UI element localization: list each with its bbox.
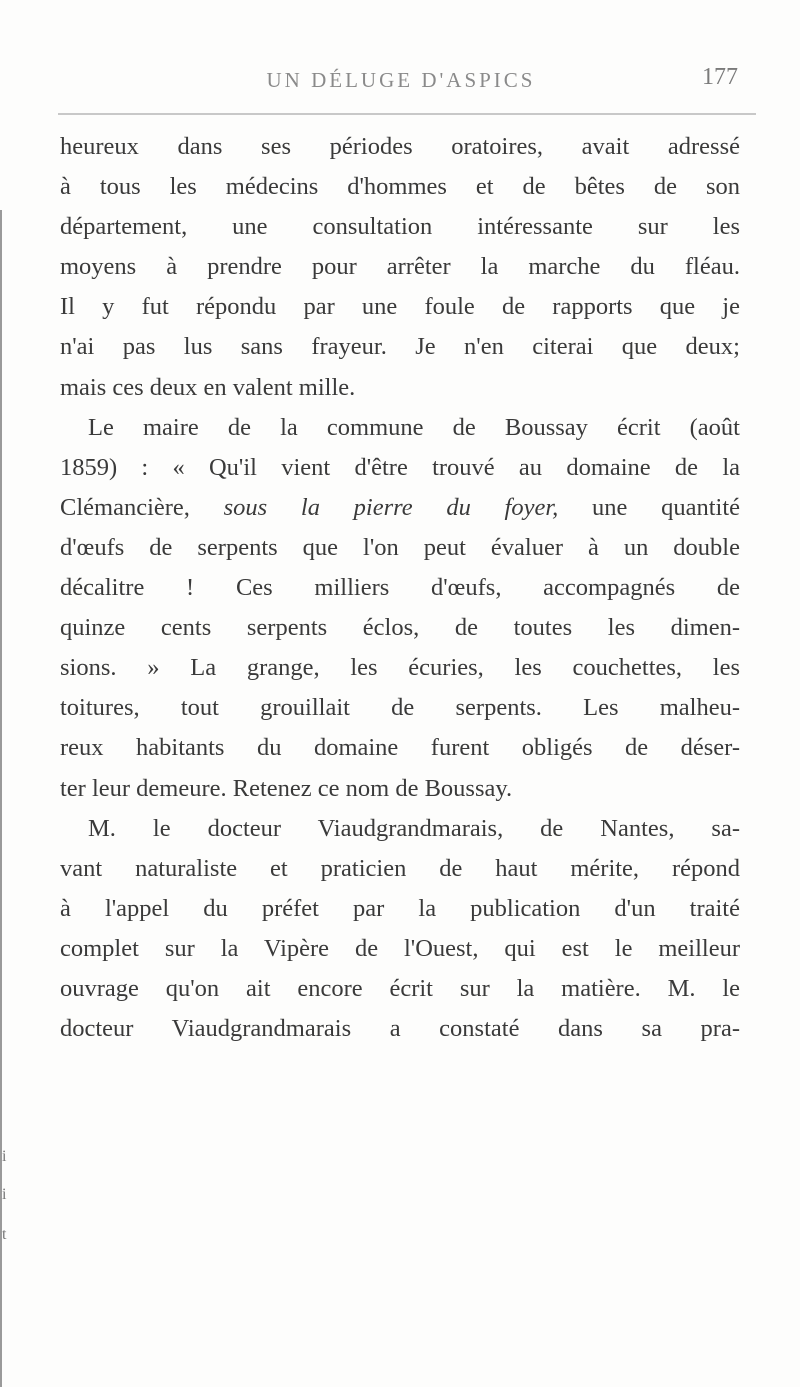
text-line: sions. » La grange, les écuries, les couchettes, les	[60, 654, 740, 682]
text-line: M. le docteur Viaudgrandmarais, de Nantes, sa-	[88, 814, 740, 842]
text-line: quinze cents serpents éclos, de toutes les dimen-	[60, 614, 740, 642]
margin-mark: i	[2, 1148, 7, 1165]
text-fragment: une quantité	[592, 493, 741, 521]
text-line: vant naturaliste et praticien de haut mérite, répond	[60, 854, 740, 882]
text-line: heureux dans ses périodes oratoires, avait adressé	[60, 133, 740, 160]
text-line: d'œufs de serpents que l'on peut évaluer à un double	[60, 533, 740, 561]
text-line-mixed	[60, 488, 740, 528]
text-line: à l'appel du préfet par la publication d'un traité	[60, 894, 740, 922]
header-rule	[58, 113, 756, 115]
text-line: décalitre ! Ces milliers d'œufs, accompagnés de	[60, 574, 740, 602]
text-line: mais ces deux en valent mille.	[60, 373, 356, 401]
text-line: reux habitants du domaine furent obligés de déser-	[60, 734, 740, 762]
text-line: à tous les médecins d'hommes et de bêtes de son	[60, 173, 740, 201]
margin-mark: i	[2, 1186, 7, 1203]
text-line: docteur Viaudgrandmarais a constaté dans sa pra-	[60, 1015, 740, 1043]
text-line: ter leur demeure. Retenez ce nom de Boussay.	[60, 774, 513, 802]
text-line: complet sur la Vipère de l'Ouest, qui est le meilleur	[60, 934, 740, 962]
text-line: Il y fut répondu par une foule de rapports que je	[60, 293, 740, 321]
binding-edge	[0, 210, 2, 1387]
margin-mark: t	[2, 1226, 7, 1243]
running-title: UN DÉLUGE D'ASPICS	[266, 68, 536, 92]
text-line: Le maire de la commune de Boussay écrit (août	[88, 413, 740, 441]
text-line: département, une consultation intéressante sur les	[60, 213, 740, 241]
text-line: 1859) : « Qu'il vient d'être trouvé au domaine de la	[60, 453, 740, 481]
body-text	[60, 127, 740, 1049]
page-number: 177	[702, 64, 738, 90]
text-line: ouvrage qu'on ait encore écrit sur la matière. M. le	[60, 974, 740, 1002]
text-line: toitures, tout grouillait de serpents. Les malheu-	[60, 694, 740, 722]
text-line: n'ai pas lus sans frayeur. Je n'en citerai que deux;	[60, 333, 740, 361]
text-fragment: Clémancière,	[60, 493, 190, 521]
text-line: moyens à prendre pour arrêter la marche du fléau.	[60, 253, 740, 281]
italic-phrase: sous la pierre du foyer,	[223, 493, 559, 521]
